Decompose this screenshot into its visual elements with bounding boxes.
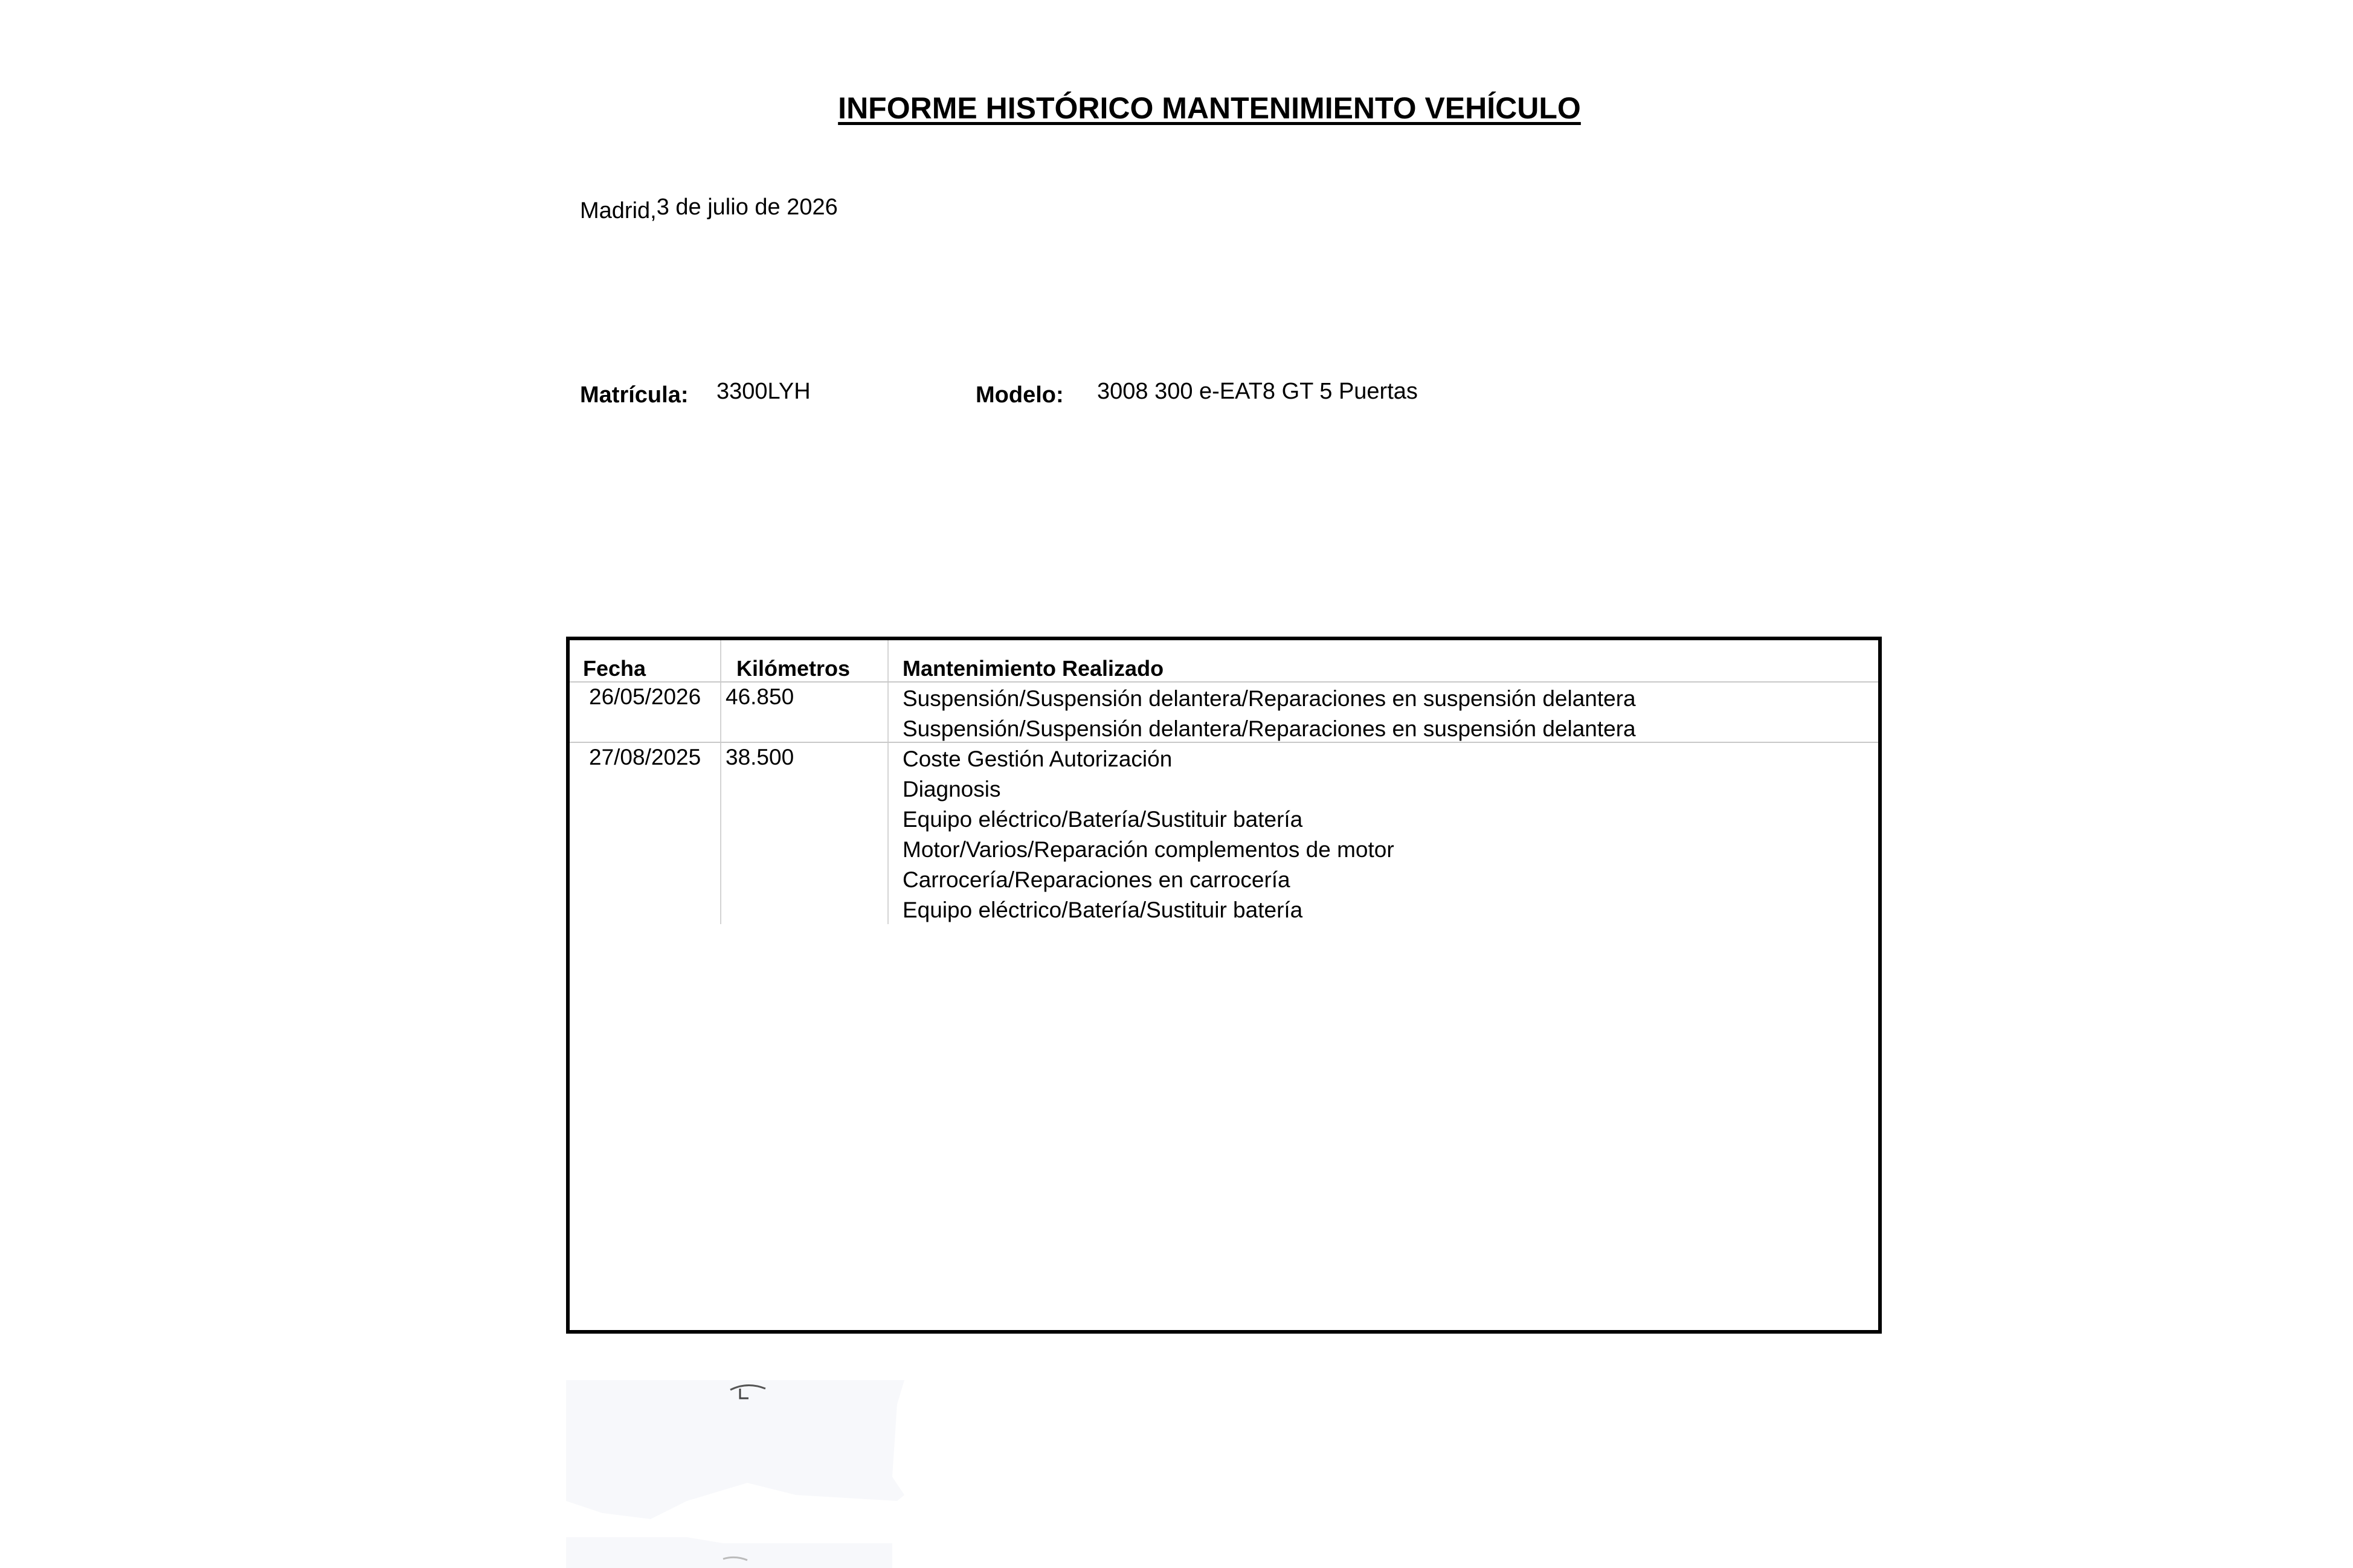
maintenance-item: Suspensión/Suspensión delantera/Reparaciones en suspensión delantera bbox=[903, 686, 1636, 711]
row-separator bbox=[570, 742, 1878, 743]
column-divider bbox=[887, 640, 889, 924]
row-km: 38.500 bbox=[726, 745, 794, 770]
plate-label: Matrícula: bbox=[580, 382, 689, 408]
maintenance-item: Carrocería/Reparaciones en carrocería bbox=[903, 867, 1290, 892]
row-km: 46.850 bbox=[726, 684, 794, 709]
maintenance-item: Motor/Varios/Reparación complementos de motor bbox=[903, 837, 1394, 862]
row-date: 26/05/2026 bbox=[589, 684, 701, 709]
maintenance-item: Equipo eléctrico/Batería/Sustituir batería bbox=[903, 898, 1303, 922]
row-date: 27/08/2025 bbox=[589, 745, 701, 770]
report-date: 3 de julio de 2026 bbox=[656, 194, 838, 220]
city: Madrid, bbox=[580, 198, 657, 223]
header-km: Kilómetros bbox=[736, 656, 851, 681]
header-work: Mantenimiento Realizado bbox=[903, 656, 1164, 681]
column-divider bbox=[720, 640, 721, 924]
place-date-line bbox=[580, 194, 838, 223]
header-date: Fecha bbox=[583, 656, 646, 681]
report-title: INFORME HISTÓRICO MANTENIMIENTO VEHÍCULO bbox=[838, 91, 1581, 125]
model-label: Modelo: bbox=[976, 382, 1064, 408]
maintenance-table bbox=[566, 637, 1882, 1334]
maintenance-item: Coste Gestión Autorización bbox=[903, 747, 1173, 771]
model-value: 3008 300 e-EAT8 GT 5 Puertas bbox=[1097, 379, 1418, 404]
stamp-image bbox=[566, 1380, 904, 1568]
maintenance-item: Equipo eléctrico/Batería/Sustituir batería bbox=[903, 807, 1303, 832]
maintenance-item: Suspensión/Suspensión delantera/Reparaciones en suspensión delantera bbox=[903, 716, 1636, 741]
plate-value: 3300LYH bbox=[716, 379, 811, 404]
header-separator bbox=[570, 681, 1878, 683]
maintenance-item: Diagnosis bbox=[903, 777, 1001, 802]
